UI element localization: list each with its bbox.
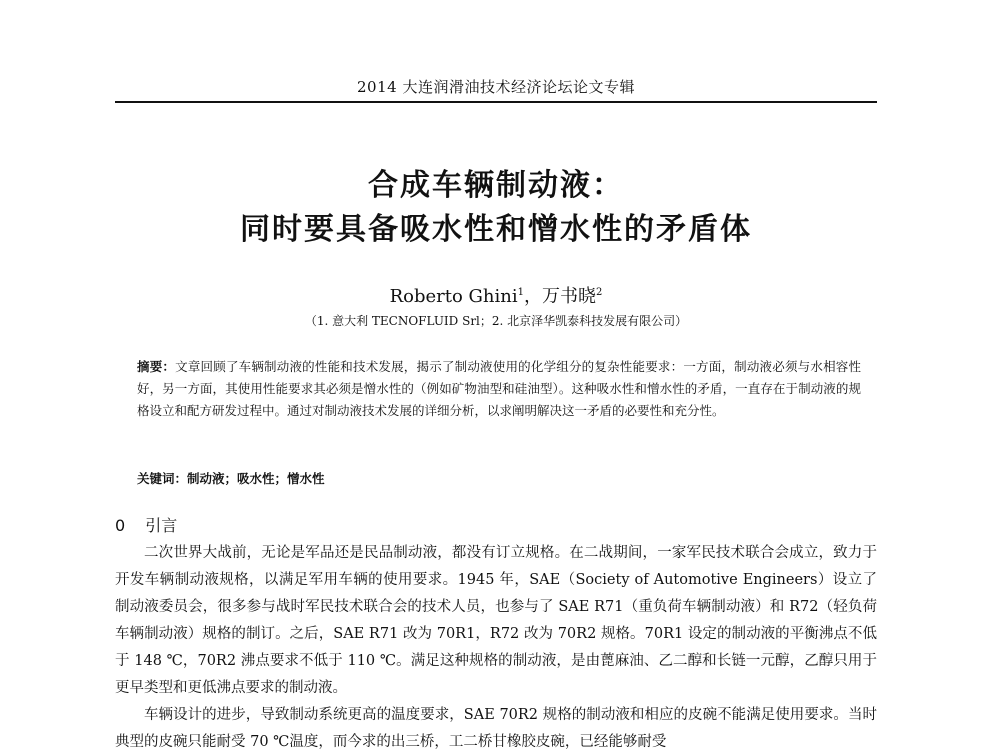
article-title-line-2: 同时要具备吸水性和憎水性的矛盾体 [240,212,752,247]
affiliations: （1. 意大利 TECNOFLUID Srl；2. 北京泽华凯泰科技发展有限公司） [304,314,688,328]
keywords [137,469,861,487]
abstract [137,356,861,422]
author-1-affiliation-mark: 1 [517,287,525,298]
keywords-text: 制动液；吸水性；憎水性 [187,471,325,486]
body-paragraph: 车辆设计的进步，导致制动系统更高的温度要求，SAE 70R2 规格的制动液和相应的皮碗不能满足使用要求。当时典型的皮碗只能耐受 70 ℃温度，而今求的出三桥，工二桥甘橡胶皮碗，已经能够耐受 [115,707,877,750]
abstract-label: 摘要： [137,359,176,374]
article-title-line-1: 合成车辆制动液： [368,168,624,203]
body-paragraph: 二次世界大战前，无论是军品还是民品制动液，都没有订立规格。在二战期间，一家军民技术联合会成立，致力于开发车辆制动液规格，以满足军用车辆的使用要求。1945 年，SAE（Society of Automotive Engineers）设立了制动液委员会，很多参与战时军民技术联合会的技术人员，也参与了 SAE R71（重负荷车辆制动液）和 R72（轻负荷车辆制动液）规格的制订。之后，SAE R71 改为 70R1，R72 改为 70R2 规格。70R1 设定的制动液的平衡沸点不低于 148 ℃，70R2 沸点要求不低于 110 ℃。满足这种规格的制动液，是由蓖麻油、乙二醇和长链一元醇，乙醇只用于更早类型和更低沸点要求的制动液。 [115,545,877,696]
author-separator: ， [524,286,543,307]
author-1: Roberto Ghini [389,286,518,307]
author-2-affiliation-mark: 2 [596,287,603,298]
body-text [115,540,877,756]
section-number: 0 [115,516,126,535]
section-title: 引言 [145,516,178,535]
running-header: 2014 大连润滑油技术经济论坛论文专辑 [357,78,635,96]
keywords-label: 关键词： [137,471,188,486]
header-rule [115,101,877,103]
section-heading [115,513,177,536]
author-line [115,282,877,308]
abstract-text: 文章回顾了车辆制动液的性能和技术发展，揭示了制动液使用的化学组分的复杂性能要求：一方面，制动液必须与水相容性好，另一方面，其使用性能要求其必须是憎水性的（例如矿物油型和硅油型）。这种吸水性和憎水性的矛盾，一直存在于制动液的规格设立和配方研发过程中。通过对制动液技术发展的详细分析，以求阐明解决这一矛盾的必要性和充分性。 [137,359,861,418]
author-2: 万书晓 [542,286,597,307]
